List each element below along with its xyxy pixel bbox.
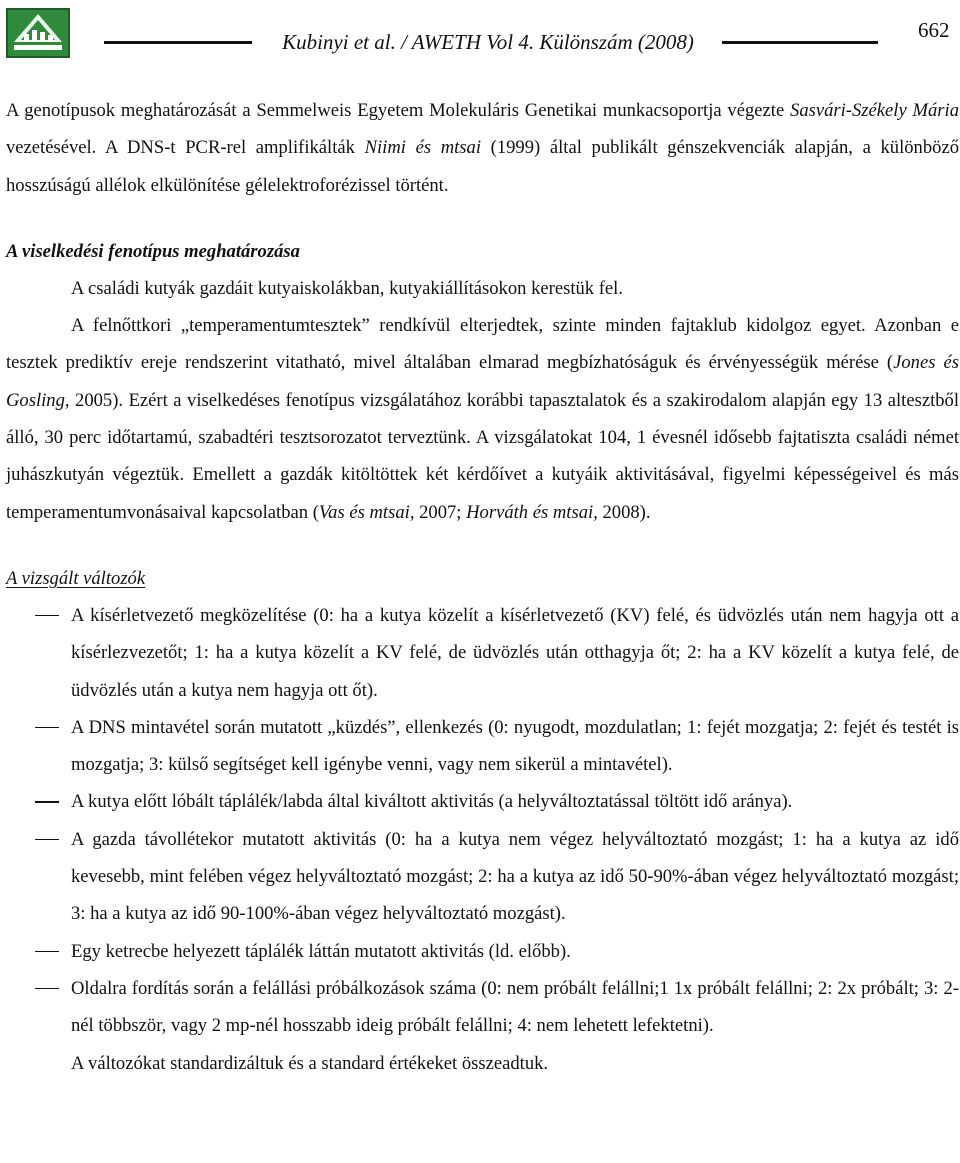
list-item-text: A DNS mintavétel során mutatott „küzdés”, ellenkezés (0: nyugodt, mozdulatlan; 1: fejét mozgatja; 2: fejét és testét is mozgatja; 3: külső segítséget kell igénybe venni, vagy nem sikerül a mintavétel). — [71, 716, 959, 776]
header-rule-left — [104, 41, 252, 44]
citation-authors: Niimi és mtsai — [364, 137, 481, 159]
closing-line: A változókat standardizáltuk és a standard értékeket összeadtuk. — [71, 1052, 549, 1074]
dash-bullet — [35, 727, 59, 729]
citation-authors: Vas és mtsai — [318, 501, 410, 523]
citation-authors: Horváth és mtsai — [466, 501, 594, 523]
page-number: 662 — [918, 18, 950, 42]
list-item — [6, 970, 959, 1045]
list-item-text: Oldalra fordítás során a felállási próbálkozások száma (0: nem próbált felállni;1 1x próbált felállni; 2: 2x próbált; 3: 2-nél többször, vagy 2 mp-nél hosszabb ideig próbált felállni; 4: nem lehetett lefektetni). — [71, 977, 959, 1037]
section-heading-variables: A vizsgált változók — [6, 567, 146, 589]
article-body — [6, 92, 959, 1082]
para-text: A felnőttkori „temperamentumtesztek” rendkívül elterjedtek, szinte minden fajtaklub kidolgoz egyet. Azonban e tesztek prediktív ereje rendszerint vitatható, mivel általában elmarad megbízhatóságuk és érvényességük mérése ( — [6, 315, 959, 374]
citation-authors: Jones és Gosling — [6, 352, 959, 411]
list-item — [6, 597, 959, 709]
dash-bullet — [35, 951, 59, 953]
page-header — [0, 0, 960, 64]
temperament-paragraph — [6, 307, 959, 531]
list-item-text: A kísérletvezető megközelítése (0: ha a kutya közelít a kísérletvezető (KV) felé, és üdvözlés után nem hagyja ott a kísérlezvezetőt; 1: ha a kutya közelít a KV felé, de üdvözlés után otthagyja őt; 2: ha a KV közelít a kutya felé, de üdvözlés után a kutya nem hagyja ott őt). — [71, 604, 959, 701]
society-logo-icon — [6, 8, 70, 58]
para-text: , 2007; — [409, 501, 467, 523]
section-heading-phenotype: A viselkedési fenotípus meghatározása — [6, 240, 300, 262]
list-item — [6, 709, 959, 784]
author-name: Sasvári-Székely Mária — [790, 100, 959, 121]
list-item-text: A gazda távollétekor mutatott aktivitás (0: ha a kutya nem végez helyváltoztató mozgást; 1: ha a kutya az idő kevesebb, mint felében végez helyváltoztató mozgást; 2: ha a kutya az idő 50-90%-ában végez helyváltoztató mozgást; 3: ha a kutya az idő 90-100%-ában végez helyváltoztató mozgást). — [71, 828, 959, 925]
para-text: , 2005). Ezért a viselkedéses fenotípus vizsgálatához korábbi tapasztalatok és a szakirodalom alapján egy 13 altesztből álló, 30 perc időtartamú, szabadtéri tesztsorozatot terveztünk. A vizsgálatokat 104, 1 évesnél idősebb fajtatiszta családi német juhászkutyán végeztük. Emellett a gazdák kitöltöttek két kérdőívet a kutyáik aktivitásával, figyelmi képességeivel és más temperamentumvonásaival kapcsolatban ( — [6, 389, 959, 523]
journal-title: Kubinyi et al. / AWETH Vol 4. Különszám (2008) — [282, 30, 694, 54]
dash-bullet — [35, 615, 59, 617]
para-text: vezetésével. A DNS-t PCR-rel amplifikálták — [6, 137, 365, 159]
para-text: A genotípusok meghatározását a Semmelweis Egyetem Molekuláris Genetikai munkacsoportja végezte — [6, 100, 791, 121]
owners-line: A családi kutyák gazdáit kutyaiskolákban, kutyakiállításokon kerestük fel. — [71, 277, 623, 299]
list-item — [6, 783, 959, 820]
list-item-text: Egy ketrecbe helyezett táplálék láttán mutatott aktivitás (ld. előbb). — [71, 940, 571, 962]
list-item-text: A kutya előtt lóbált táplálék/labda által kiváltott aktivitás (a helyváltoztatással töltött idő aránya). — [71, 791, 793, 813]
list-item — [6, 933, 959, 970]
dash-bullet — [35, 839, 59, 841]
dash-bullet — [35, 988, 59, 990]
list-item — [6, 821, 959, 933]
header-rule-right — [722, 41, 878, 44]
para-text: (1999) által publikált génszekvenciák alapján, a különböző hosszúságú allélok elkülönítése gélelektroforézissel történt. — [6, 137, 959, 196]
dash-bullet — [35, 801, 59, 803]
genotyping-paragraph — [6, 92, 959, 204]
para-text: , 2008). — [593, 501, 651, 523]
